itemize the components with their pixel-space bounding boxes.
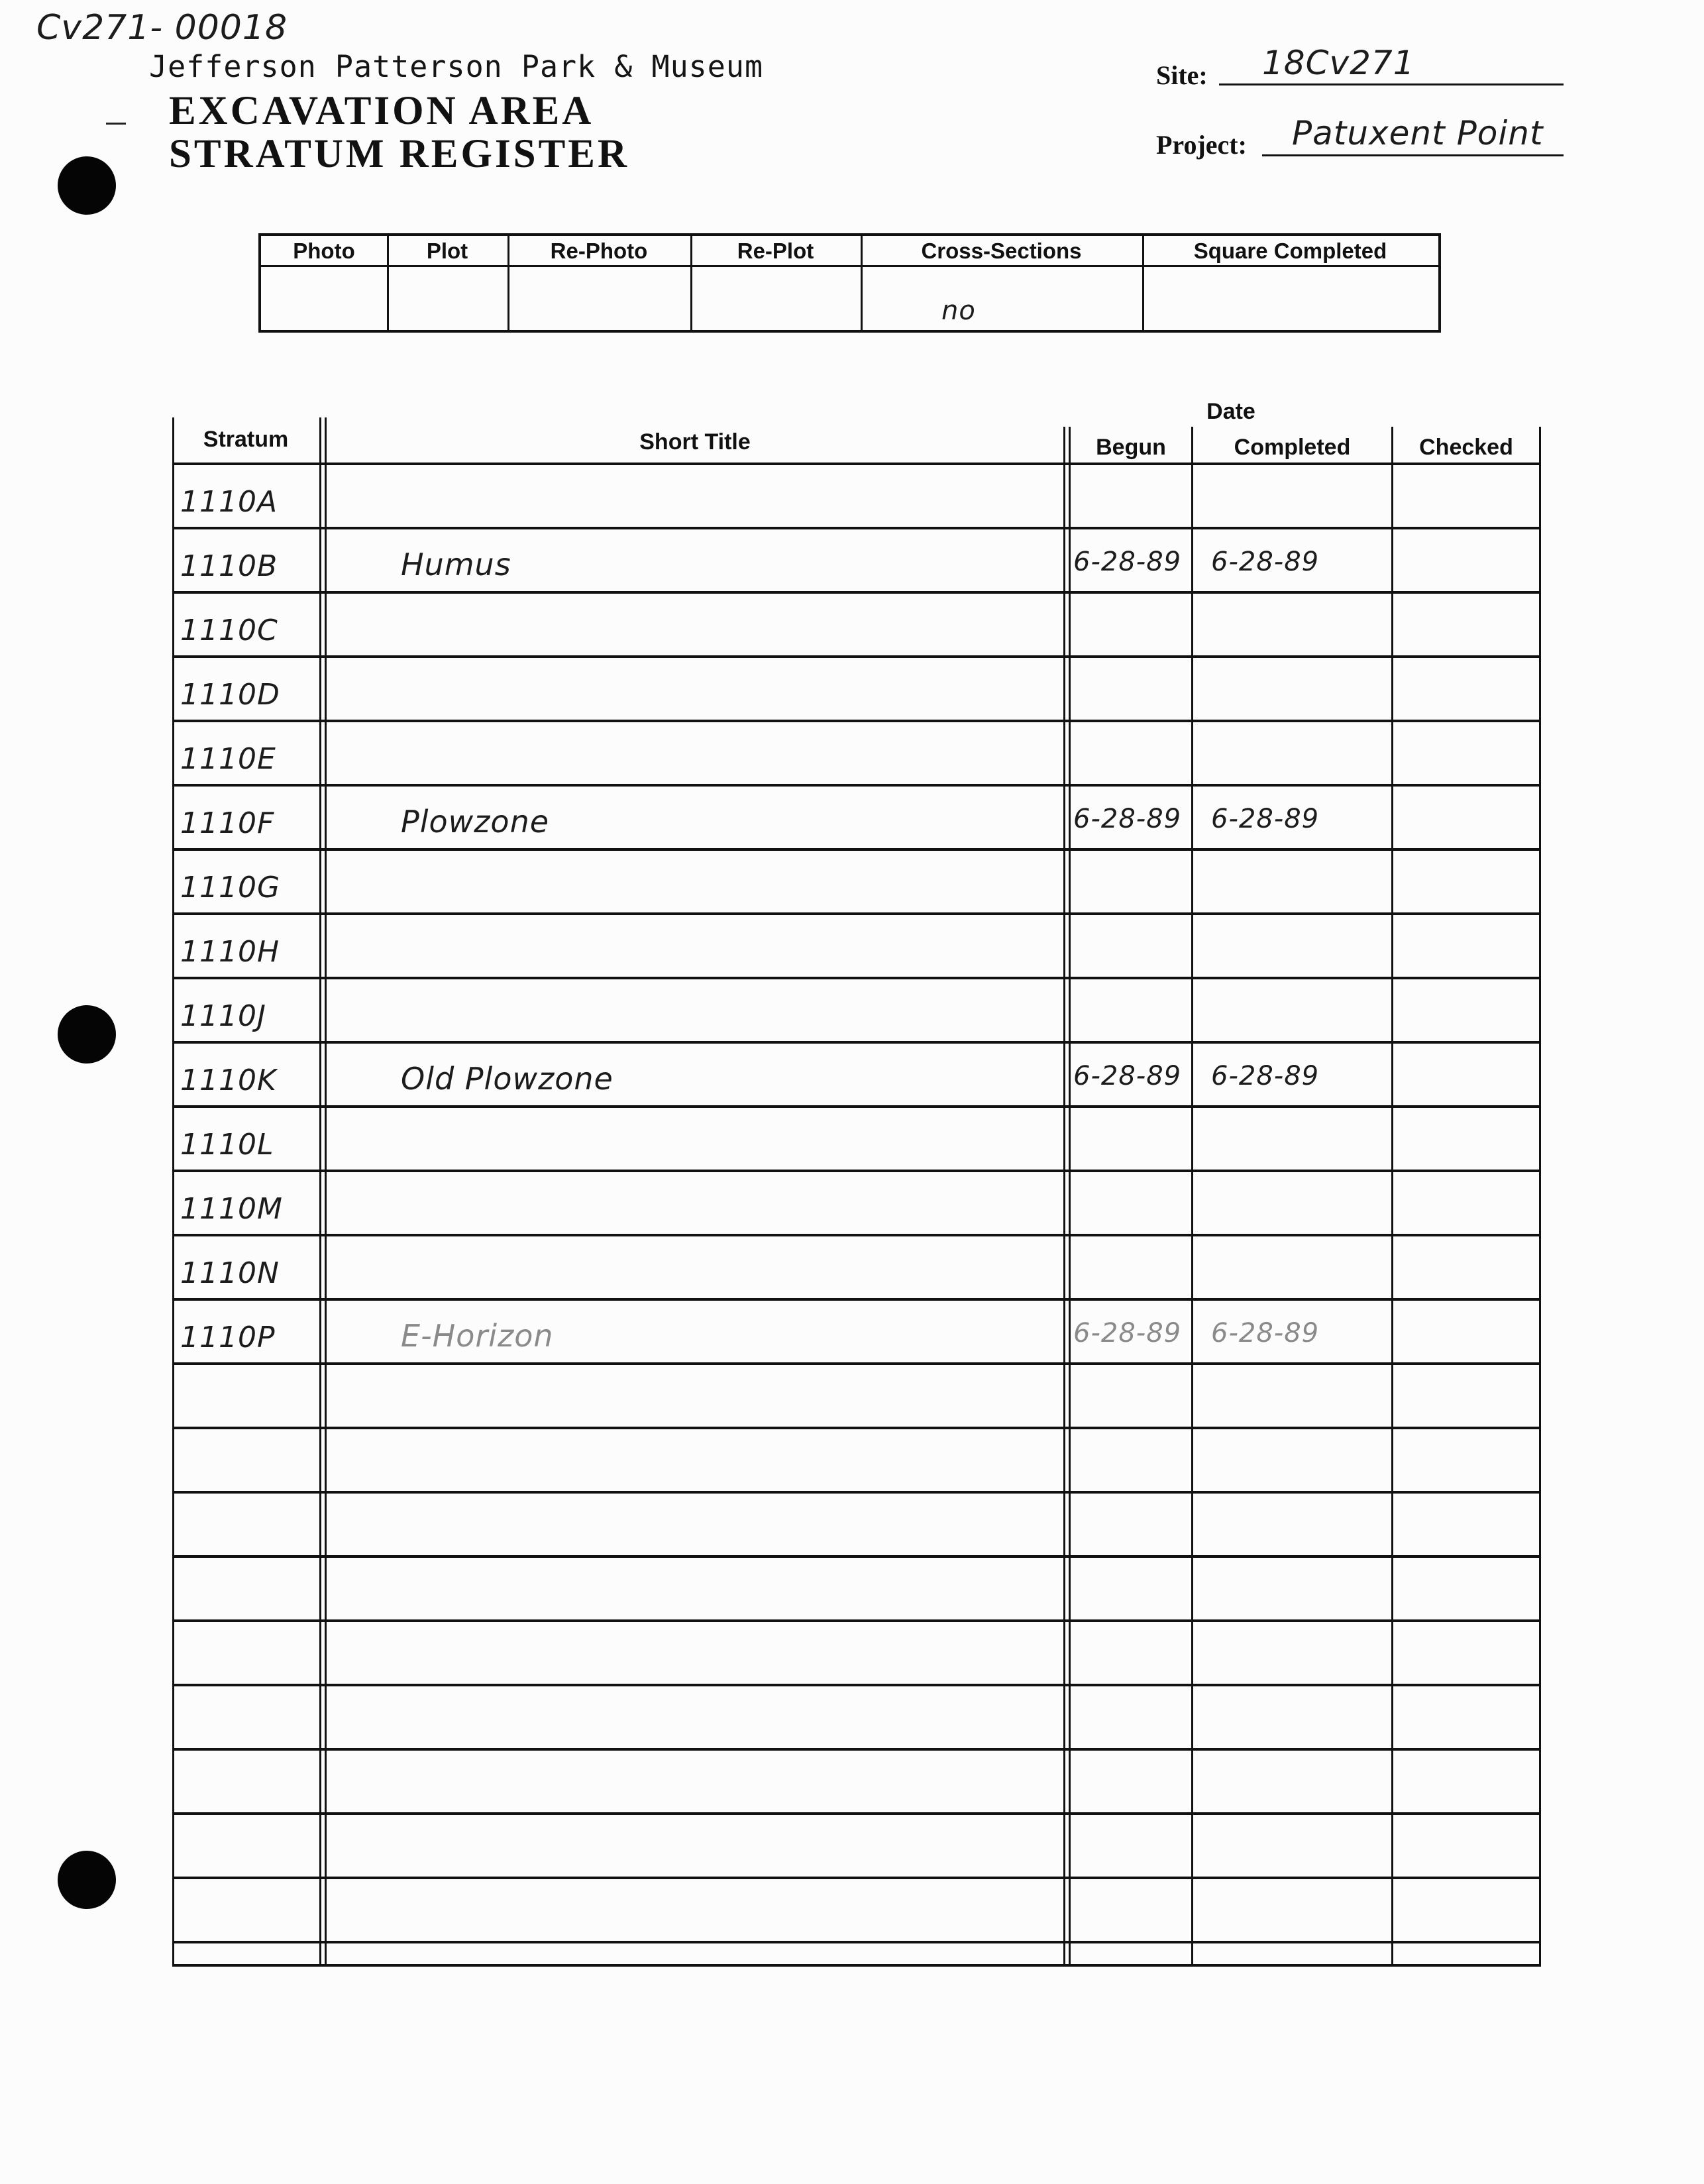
header-begun: Begun: [1096, 435, 1166, 460]
table-row: [172, 1236, 1541, 1301]
header-re-photo: Re-Photo: [550, 239, 648, 263]
date-completed-cell: 6-28-89: [1211, 547, 1320, 577]
table-row: [172, 465, 1541, 529]
project-label: Project:: [1156, 130, 1247, 160]
stratum-cell: 1110B: [180, 549, 278, 583]
stratum-cell: 1110C: [180, 614, 278, 647]
binder-hole: [58, 1851, 116, 1909]
table-row: [172, 851, 1541, 915]
table-row: [172, 1108, 1541, 1172]
site-label: Site:: [1156, 60, 1208, 90]
table-row: [172, 1172, 1541, 1236]
site-underline: [1219, 83, 1564, 85]
header-date: Date: [1206, 399, 1255, 424]
table-row: [172, 915, 1541, 979]
register-bottom-rule: [172, 1964, 1541, 1967]
table-row: [172, 1879, 1541, 1943]
binder-hole: [58, 1005, 116, 1064]
header-completed: Completed: [1234, 435, 1351, 460]
header-stratum: Stratum: [203, 427, 289, 452]
short-title-cell: Humus: [401, 547, 511, 582]
stratum-cell: 1110E: [180, 742, 276, 776]
photo-table-header-rule: [261, 265, 1438, 267]
date-completed-cell: 6-28-89: [1211, 804, 1320, 834]
stratum-cell: 1110L: [180, 1128, 274, 1162]
stratum-cell: 1110K: [180, 1064, 277, 1097]
stratum-cell: 1110M: [180, 1192, 283, 1226]
table-row: [172, 594, 1541, 658]
binder-hole: [58, 156, 116, 215]
header-photo: Photo: [293, 239, 355, 263]
stratum-cell: 1110G: [180, 871, 281, 904]
table-row: [172, 1751, 1541, 1815]
table-row: [172, 529, 1541, 594]
institution-name: Jefferson Patterson Park & Museum: [149, 49, 764, 84]
row-rule: [172, 1941, 1541, 1943]
stratum-cell: 1110P: [180, 1321, 276, 1354]
header-square-completed: Square Completed: [1193, 239, 1387, 263]
form-title-line1: EXCAVATION AREA: [169, 89, 594, 133]
table-row: [172, 1622, 1541, 1686]
stratum-cell: 1110F: [180, 806, 275, 840]
table-row: [172, 1044, 1541, 1108]
table-row: [172, 1815, 1541, 1879]
table-row: [172, 979, 1541, 1044]
header-cross-sections: Cross-Sections: [921, 239, 1082, 263]
stratum-cell: 1110A: [180, 485, 278, 519]
short-title-cell: Old Plowzone: [401, 1061, 613, 1097]
header-short-title: Short Title: [639, 429, 751, 455]
table-row: [172, 1429, 1541, 1494]
stratum-cell: 1110J: [180, 999, 266, 1033]
date-begun-cell: 6-28-89: [1073, 1061, 1182, 1091]
site-value: 18Cv271: [1262, 44, 1415, 82]
table-row: [172, 722, 1541, 787]
date-completed-cell: 6-28-89: [1211, 1061, 1320, 1091]
short-title-cell: Plowzone: [401, 804, 550, 840]
table-row: [172, 1301, 1541, 1365]
cross-sections-value: no: [941, 296, 976, 326]
short-title-cell: E-Horizon: [401, 1318, 554, 1354]
table-row: [172, 658, 1541, 722]
header-plot: Plot: [426, 239, 468, 263]
header-re-plot: Re-Plot: [737, 239, 814, 263]
table-row: [172, 1365, 1541, 1429]
photo-record-table: [258, 233, 1441, 333]
form-title-line2: STRATUM REGISTER: [169, 132, 630, 176]
header-dash: [106, 123, 126, 125]
stratum-register-table: [172, 399, 1541, 1967]
stratum-cell: 1110H: [180, 935, 280, 969]
date-begun-cell: 6-28-89: [1073, 547, 1182, 577]
date-completed-cell: 6-28-89: [1211, 1318, 1320, 1348]
table-row: [172, 1686, 1541, 1751]
table-row: [172, 1558, 1541, 1622]
date-begun-cell: 6-28-89: [1073, 1318, 1182, 1348]
project-value: Patuxent Point: [1292, 114, 1544, 152]
document-id: Cv271- 00018: [36, 8, 288, 48]
date-begun-cell: 6-28-89: [1073, 804, 1182, 834]
stratum-cell: 1110N: [180, 1256, 280, 1290]
stratum-cell: 1110D: [180, 678, 280, 712]
header-checked: Checked: [1419, 435, 1513, 460]
table-row: [172, 1494, 1541, 1558]
project-underline: [1262, 154, 1564, 156]
table-row: [172, 787, 1541, 851]
